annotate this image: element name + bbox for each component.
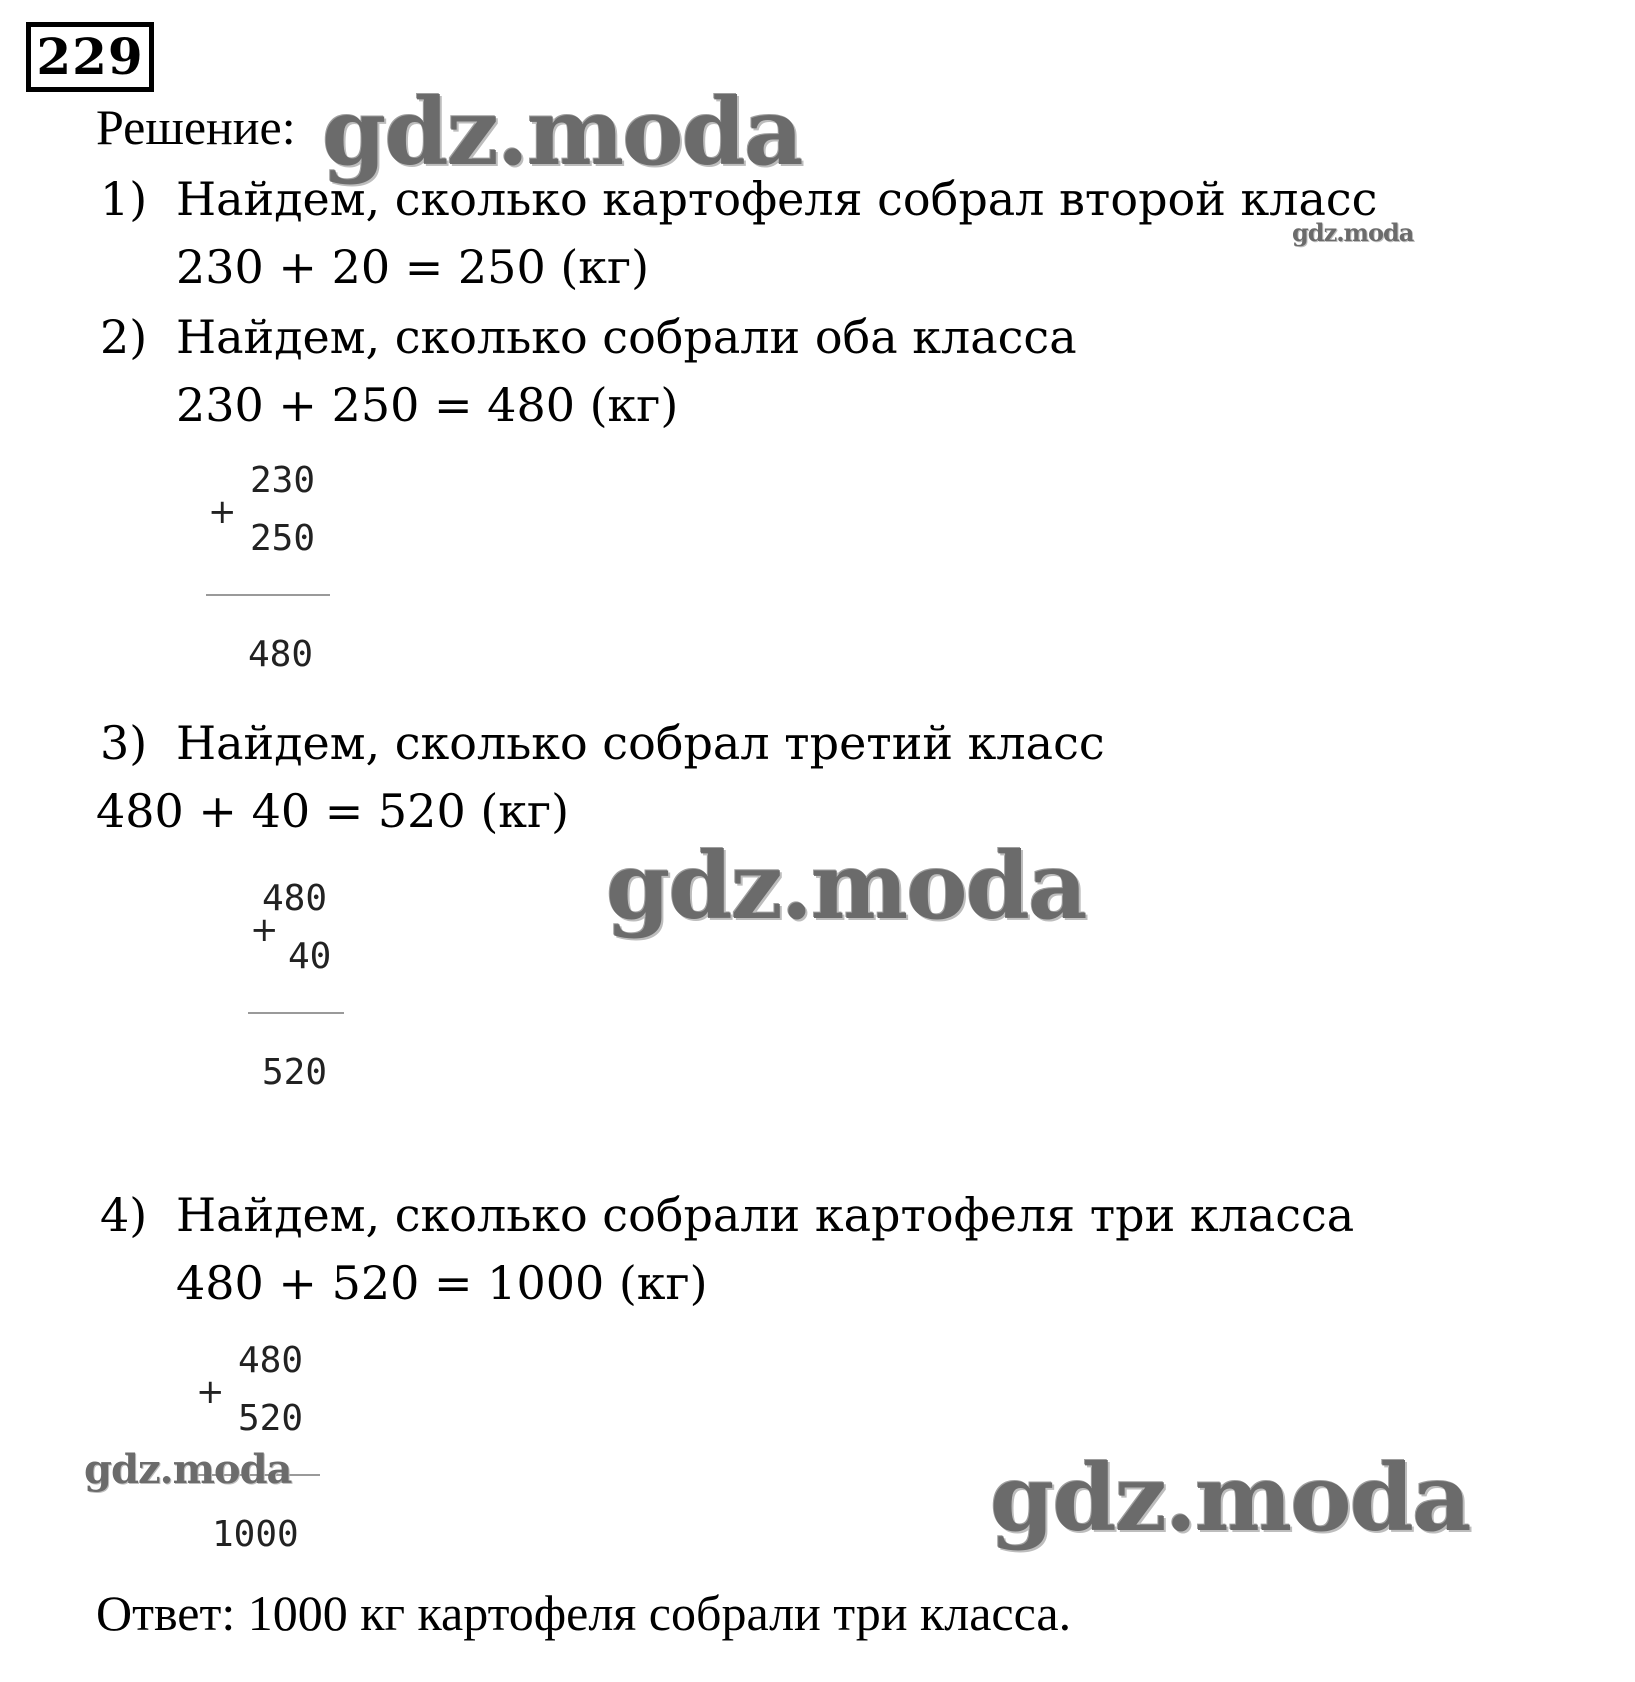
step-4-label: 4) <box>100 1188 148 1242</box>
problem-number: 229 <box>26 22 154 92</box>
column-2-bottom: 40 <box>288 936 332 977</box>
column-2-result: 520 <box>262 1052 328 1093</box>
step-4-text: Найдем, сколько собрали картофеля три класса <box>176 1188 1355 1242</box>
watermark-logo: gdz.moda <box>322 78 802 186</box>
column-2-rule <box>248 1012 344 1014</box>
step-3-label: 3) <box>100 716 148 770</box>
column-1-rule <box>206 594 330 596</box>
column-1-result: 480 <box>248 634 314 675</box>
step-4-expression: 480 + 520 = 1000 (кг) <box>176 1256 708 1310</box>
step-1-text: Найдем, сколько картофеля собрал второй класс <box>176 172 1378 226</box>
step-3-text: Найдем, сколько собрал третий класс <box>176 716 1105 770</box>
solution-label: Решение: <box>96 99 296 155</box>
column-3-plus-sign: + <box>196 1372 225 1412</box>
answer-text: Ответ: 1000 кг картофеля собрали три класса. <box>96 1585 1072 1641</box>
step-1-expression: 230 + 20 = 250 (кг) <box>176 240 650 294</box>
column-3-result: 1000 <box>212 1514 299 1555</box>
watermark-logo: gdz.moda <box>1292 218 1414 247</box>
step-3-expression: 480 + 40 = 520 (кг) <box>96 784 570 838</box>
column-1-plus-sign: + <box>208 492 237 532</box>
watermark-logo: gdz.moda <box>84 1446 292 1493</box>
column-1-top: 230 <box>250 460 316 501</box>
step-2-text: Найдем, сколько собрали оба класса <box>176 310 1077 364</box>
column-3-bottom: 520 <box>238 1398 304 1439</box>
column-3-top: 480 <box>238 1340 304 1381</box>
column-2-top: 480 <box>262 878 328 919</box>
step-2-label: 2) <box>100 310 148 364</box>
step-1-label: 1) <box>100 172 148 226</box>
watermark-logo: gdz.moda <box>990 1444 1470 1552</box>
watermark-logo: gdz.moda <box>606 832 1086 940</box>
column-2-plus-sign: + <box>250 910 279 950</box>
step-2-expression: 230 + 250 = 480 (кг) <box>176 378 679 432</box>
column-1-bottom: 250 <box>250 518 316 559</box>
